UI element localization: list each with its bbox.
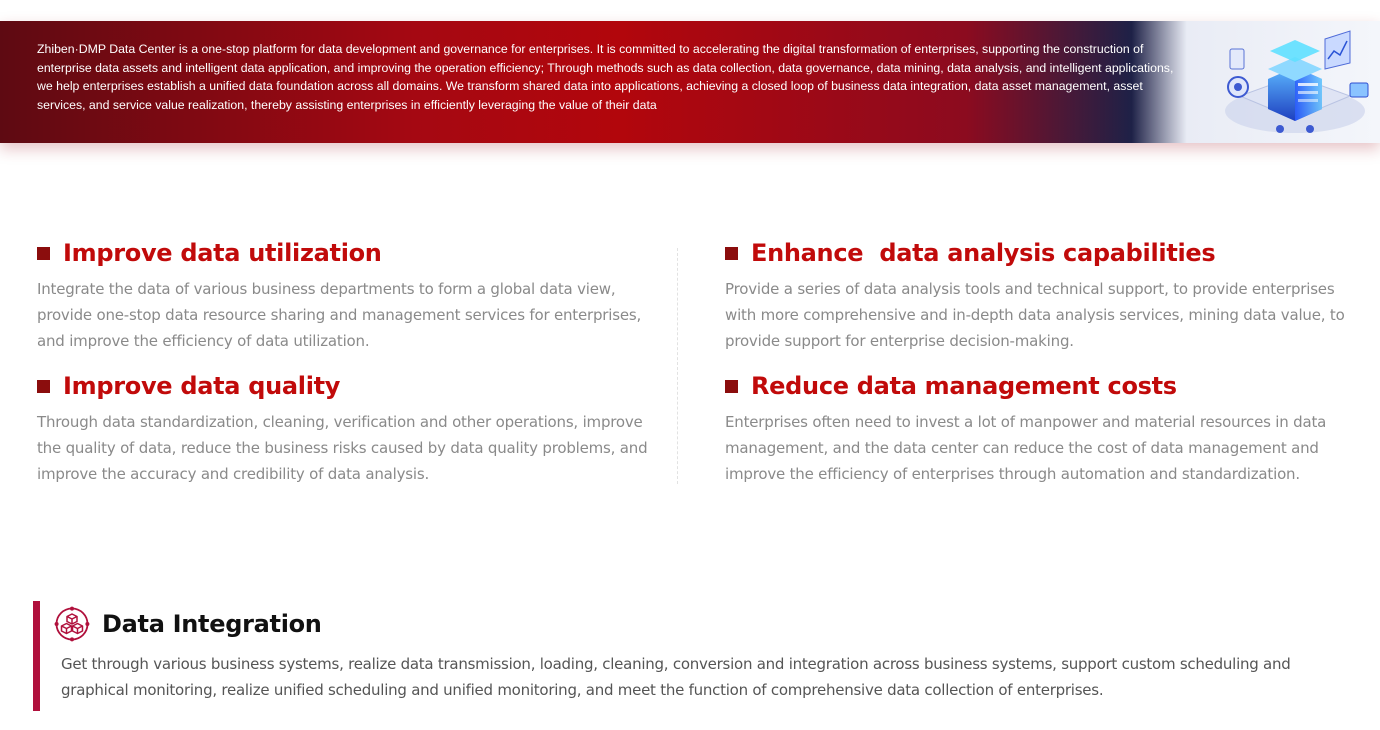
feature-title	[725, 372, 1355, 400]
intro-banner	[0, 21, 1380, 143]
square-bullet-icon	[725, 247, 738, 260]
banner-description: Zhiben·DMP Data Center is a one-stop platform for data development and governance for enterprises. It is committed to accelerating the digital transformation of enterprises, supporting the construction of enterprise data assets and intelligent data application, and improving the operation efficiency; Through methods such as data collection, data governance, data mining, data analysis, and intelligent applications, we help enterprises establish a unified data foundation across all domains. We transform shared data into applications, achieving a closed loop of business data integration, data asset management, asset services, and service value realization, thereby assisting enterprises in efficiently leveraging the value of their data	[37, 42, 1174, 112]
server-illustration-icon	[1210, 21, 1380, 143]
integration-accent-bar	[33, 601, 40, 711]
feature-text: Provide a series of data analysis tools and technical support, to provide enterprises with more comprehensive and in-depth data analysis services, mining data value, to provide support for enterprise decision-making.	[725, 280, 1345, 350]
feature-reduce-management-costs	[725, 372, 1355, 487]
feature-title-text: Enhance data analysis capabilities	[751, 239, 1216, 267]
feature-title-text: Reduce data management costs	[751, 372, 1177, 400]
feature-title-text: Improve data quality	[63, 372, 341, 400]
feature-title	[37, 239, 657, 267]
feature-text: Through data standardization, cleaning, verification and other operations, improve the quality of data, reduce the business risks caused by data quality problems, and improve the accuracy and credibility of data analysis.	[37, 413, 648, 483]
square-bullet-icon	[725, 380, 738, 393]
integration-title: Data Integration	[102, 610, 322, 638]
feature-title	[37, 372, 657, 400]
feature-text: Enterprises often need to invest a lot of manpower and material resources in data management, and the data center can reduce the cost of data management and improve the efficiency of enterprises through automation and standardization.	[725, 413, 1327, 483]
feature-improve-data-quality	[37, 372, 657, 487]
feature-text: Integrate the data of various business departments to form a global data view, provide one-stop data resource sharing and management services for enterprises, and improve the efficiency of data utilization.	[37, 280, 642, 350]
feature-title	[725, 239, 1355, 267]
cubes-icon	[54, 606, 90, 642]
feature-enhance-data-analysis	[725, 239, 1355, 354]
square-bullet-icon	[37, 380, 50, 393]
feature-title-text: Improve data utilization	[63, 239, 382, 267]
integration-description: Get through various business systems, realize data transmission, loading, cleaning, conversion and integration across business systems, support custom scheduling and graphical monitoring, realize unified scheduling and unified monitoring, and meet the function of comprehensive data collection of enterprises.	[61, 655, 1291, 699]
square-bullet-icon	[37, 247, 50, 260]
feature-improve-data-utilization	[37, 239, 657, 354]
column-divider	[677, 248, 678, 484]
